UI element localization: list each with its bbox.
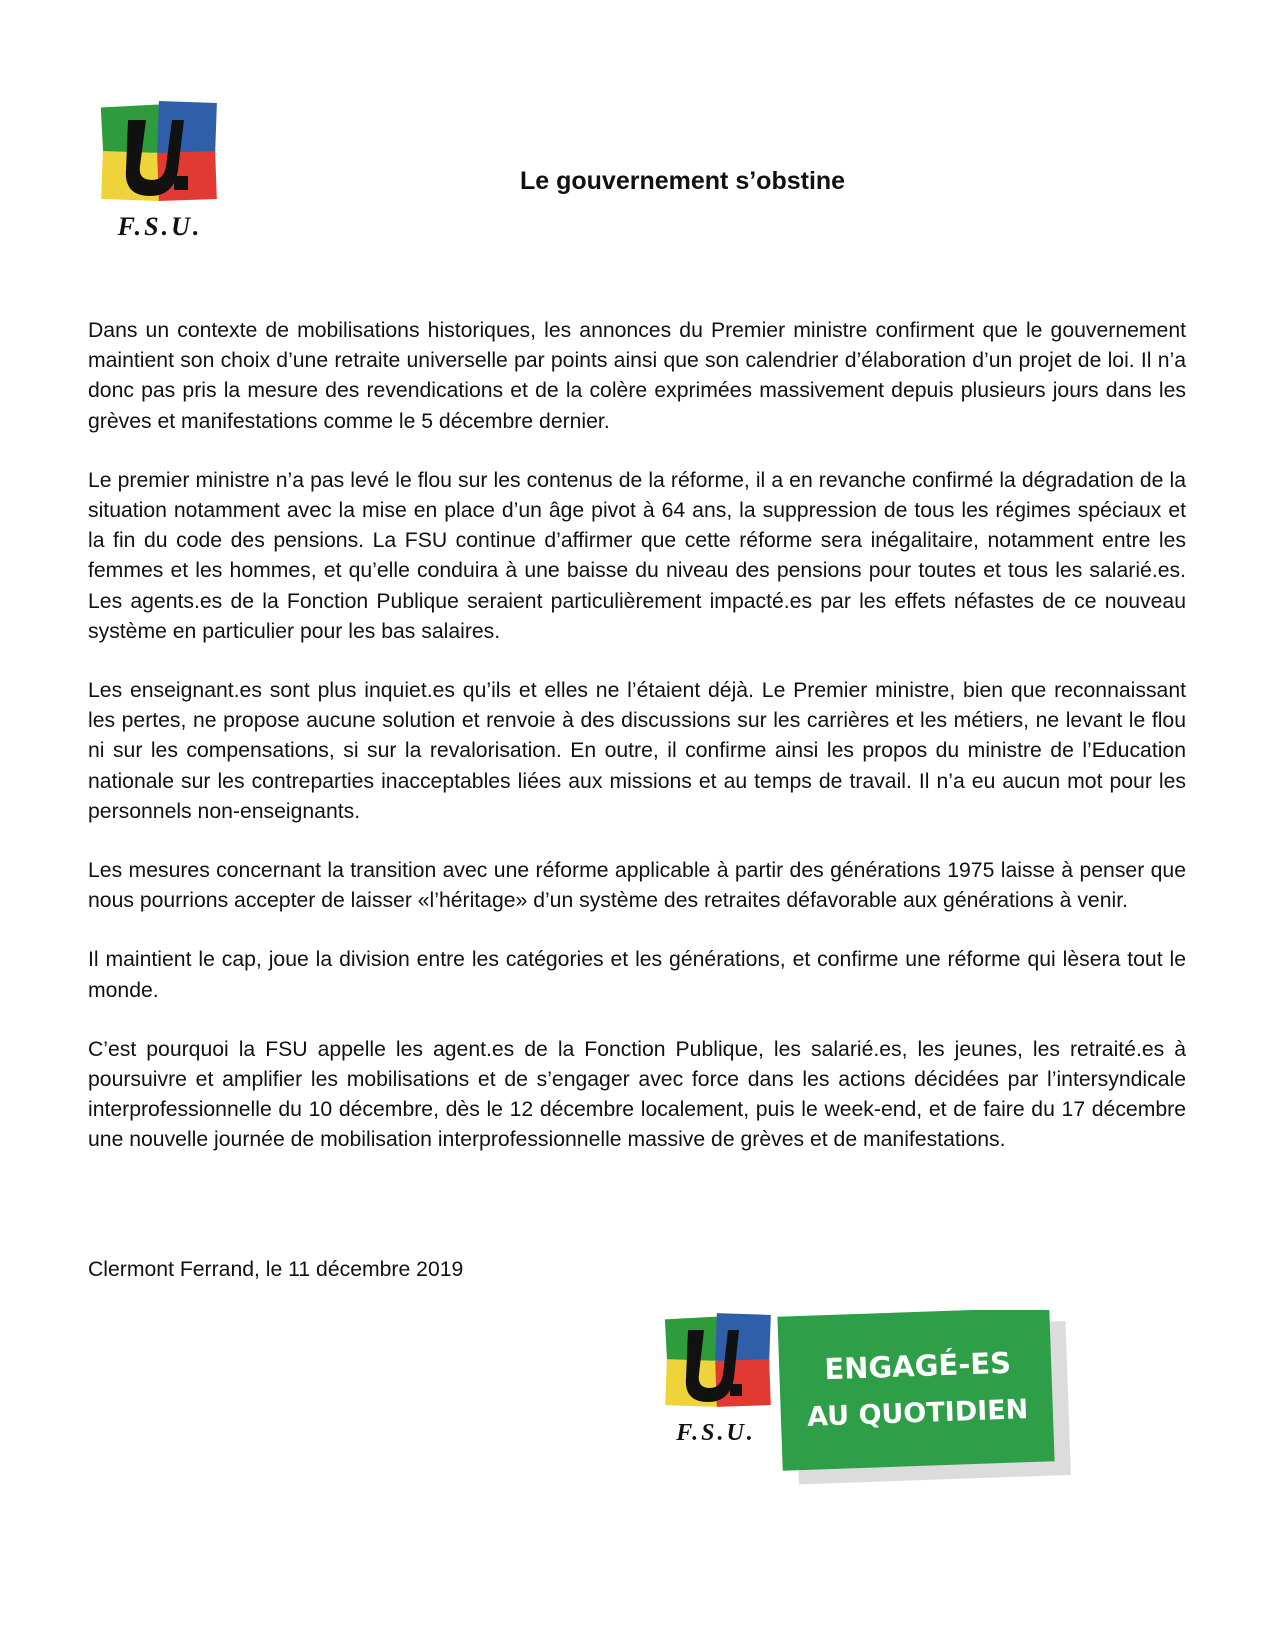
paragraph-4: Les mesures concernant la transition avec une réforme applicable à partir des générations 1975 laisse à penser que nous pourrions accepter de laisser «l’héritage» d’un système des retraites défavorable aux générations à venir.: [88, 859, 1186, 913]
paragraph-1: Dans un contexte de mobilisations historiques, les annonces du Premier ministre confirment que le gouvernement maintient son choix d’une retraite universelle par points ainsi que son calendrier d’élaboration d’un projet de loi. Il n’a donc pas pris la mesure des revendications et de la colère exprimées massivement depuis plusieurs jours dans les grèves et manifestations comme le 5 décembre dernier.: [88, 319, 1186, 433]
paragraph-5: Il maintient le cap, joue la division entre les catégories et les générations, et confirme une réforme qui lèsera tout le monde.: [88, 948, 1186, 1002]
footer-fsu-logo-text: F.S.U.: [676, 1420, 756, 1446]
slogan-panel: [777, 1310, 1070, 1484]
document-body: [88, 316, 1186, 1185]
paragraph-6: C’est pourquoi la FSU appelle les agent.es de la Fonction Publique, les salarié.es, les jeunes, les retraité.es à poursuivre et amplifier les mobilisations et de s’engager avec force dans les actions décidées par l’intersyndicale interprofessionnelle du 10 décembre, dès le 12 décembre localement, puis le week-end, et de faire du 17 décembre une nouvelle journée de mobilisation interprofessionnelle massive de grèves et de manifestations.: [88, 1037, 1186, 1152]
slogan-line-2: AU QUOTIDIEN: [806, 1394, 1029, 1433]
paragraph-2: Le premier ministre n’a pas levé le flou sur les contenus de la réforme, il a en revanche confirmé la dégradation de la situation notamment avec la mise en place d’un âge pivot à 64 ans, la suppression de tous les régimes spéciaux et la fin du code des pensions. La FSU continue d’affirmer que cette réforme sera inégalitaire, notamment entre les femmes et les hommes, et qu’elle conduira à une baisse du niveau des pensions pour toutes et tous les salarié.es. Les agents.es de la Fonction Publique seraient particulièrement impacté.es par les effets néfastes de ce nouveau système en particulier pour les bas salaires.: [88, 468, 1186, 643]
page-title: Le gouvernement s’obstine: [520, 167, 846, 195]
slogan-line-1: ENGAGÉ-ES: [823, 1345, 1012, 1387]
fsu-logo: [100, 100, 220, 250]
fsu-logo-text: F.S.U.: [117, 212, 203, 241]
footer-fsu-logo: [665, 1313, 771, 1446]
paragraph-3: Les enseignant.es sont plus inquiet.es qu’ils et elles ne l’étaient déjà. Le Premier ministre, bien que reconnaissant les pertes, ne propose aucune solution et renvoie à des discussions sur les carrières et les métiers, ne levant le flou ni sur les compensations, si sur la revalorisation. En outre, il confirme ainsi les propos du ministre de l’Education nationale sur les contreparties inacceptables liées aux missions et au temps de travail. Il n’a eu aucun mot pour les personnels non-enseignants.: [88, 679, 1186, 823]
engagees-footer-logo: [664, 1310, 1084, 1500]
signature-line: Clermont Ferrand, le 11 décembre 2019: [88, 1258, 464, 1281]
